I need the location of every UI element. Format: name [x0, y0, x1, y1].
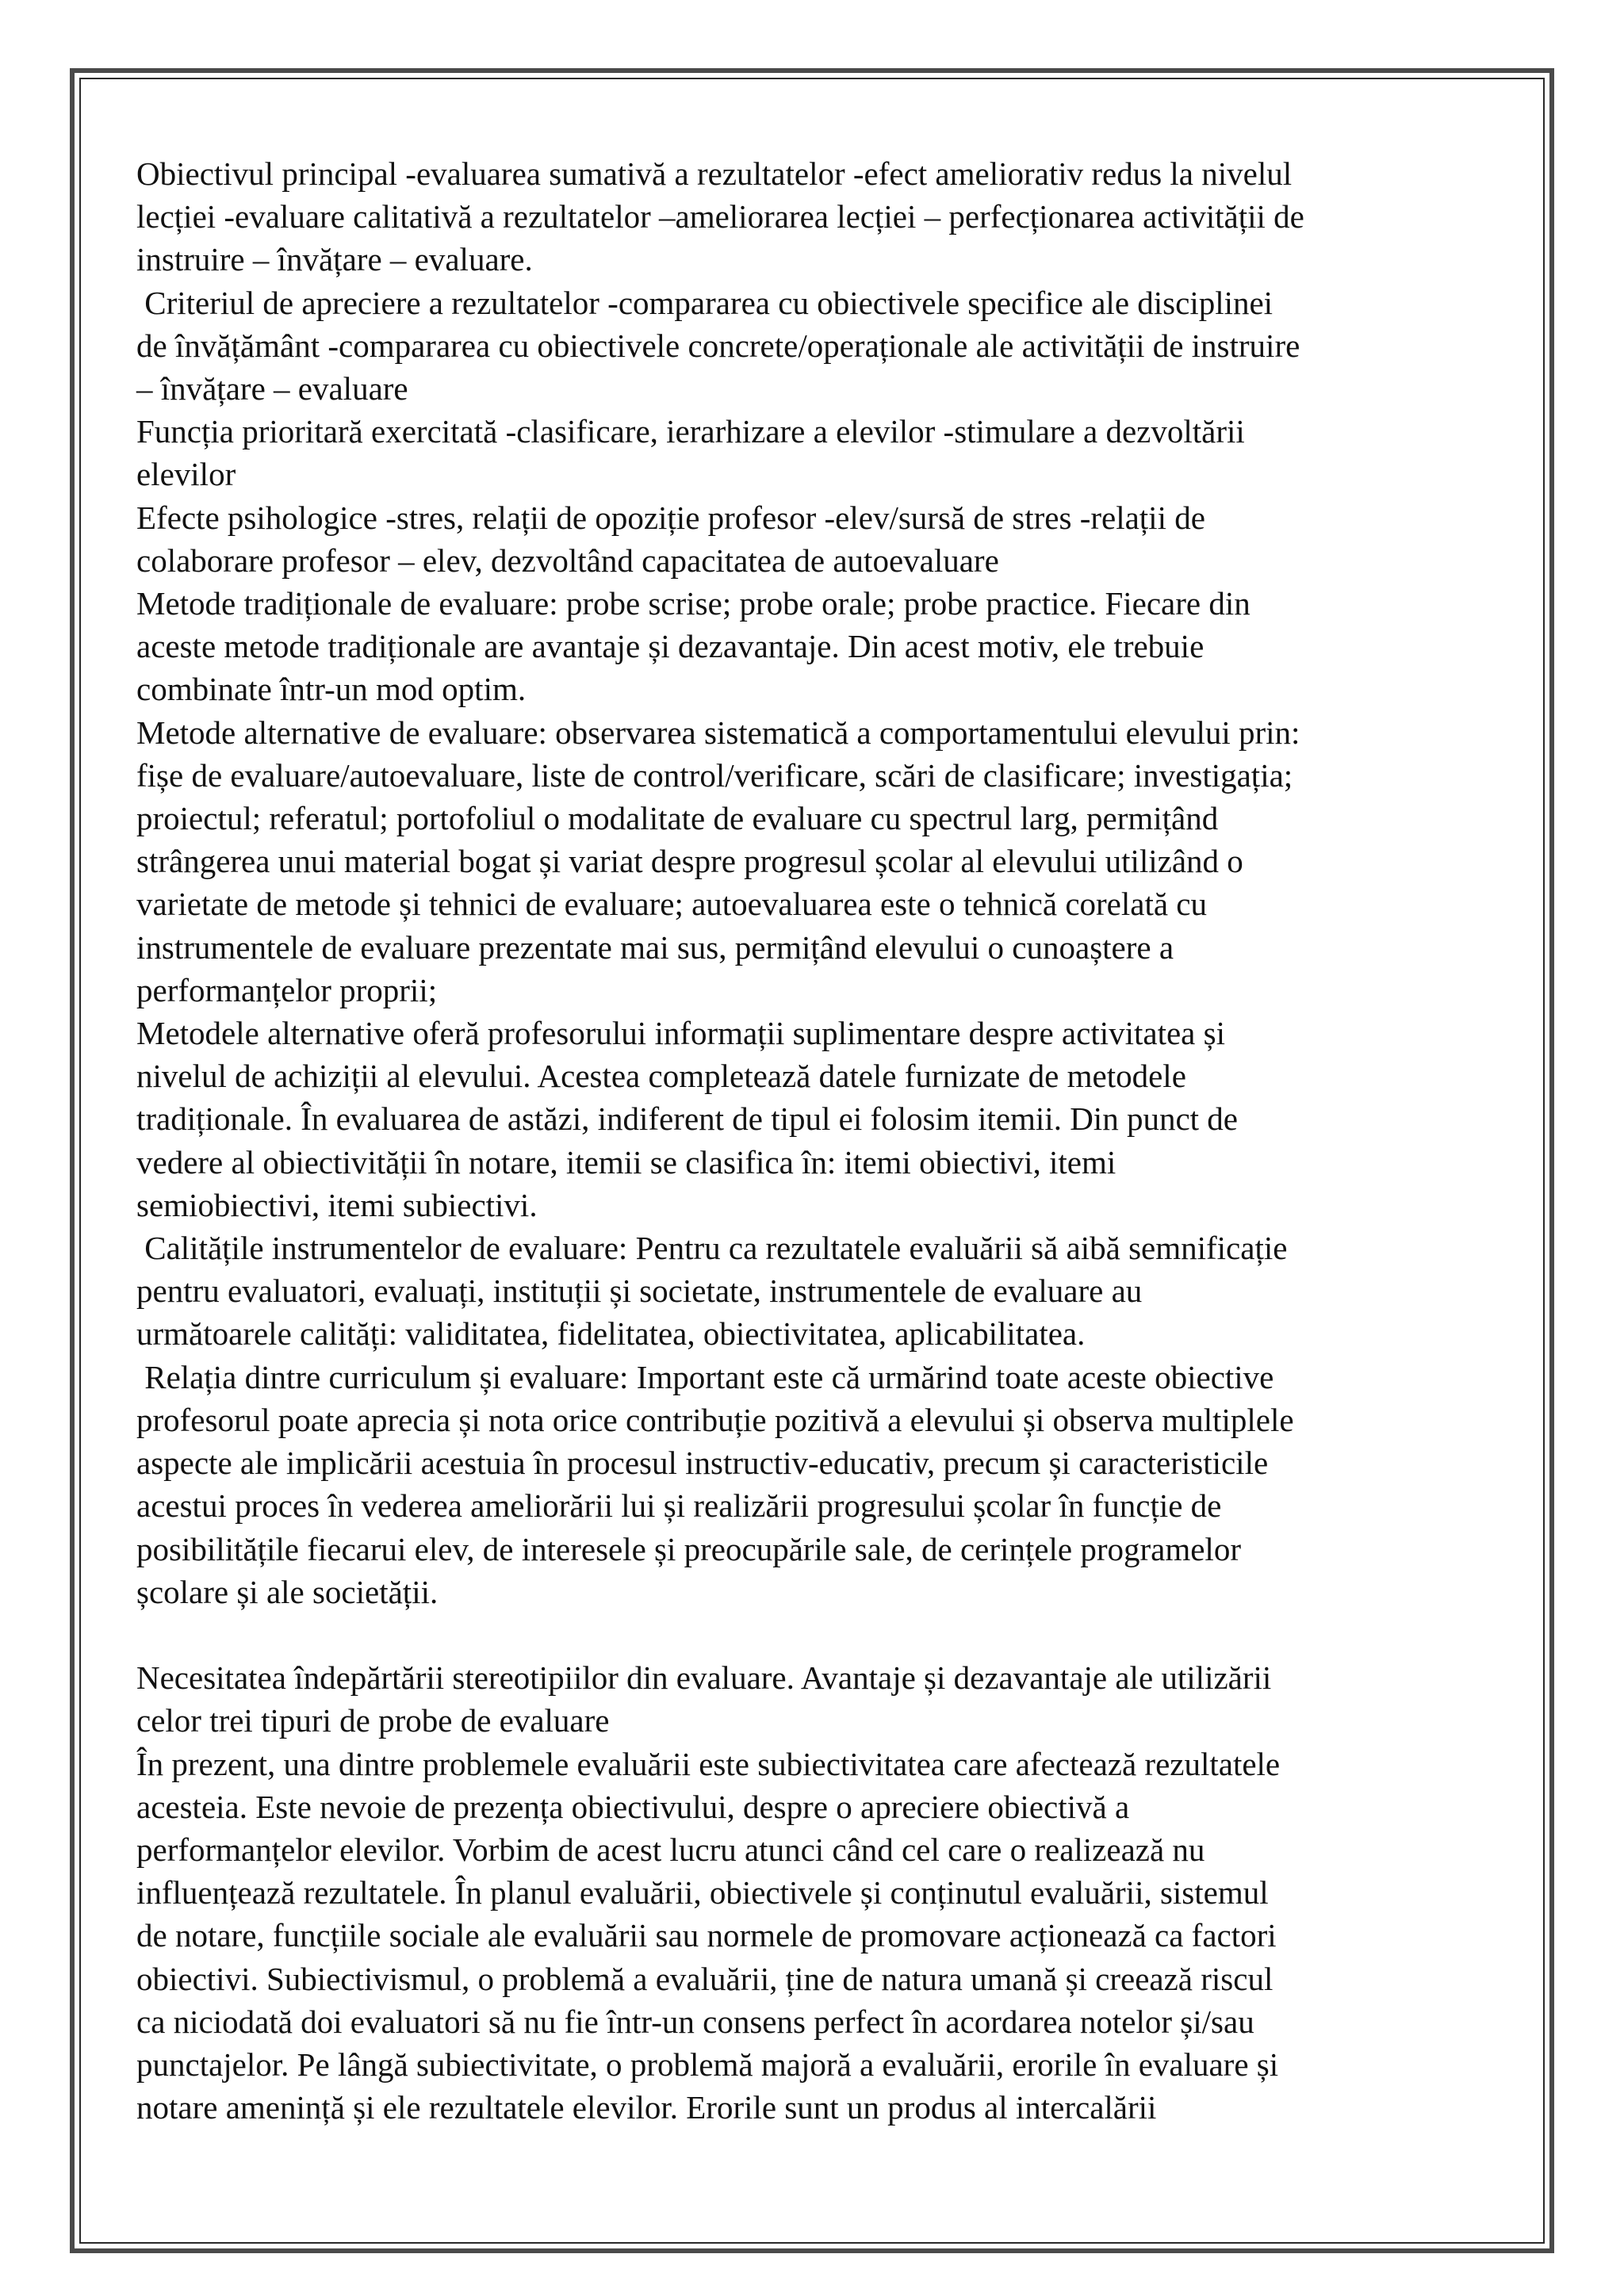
text-line: de notare, funcțiile sociale ale evaluării sau normele de promovare acționează ca factori — [136, 1917, 1277, 1954]
text-line: strângerea unui material bogat și variat despre progresul școlar al elevului utilizând o — [136, 843, 1243, 880]
blank-line — [136, 1613, 1516, 1656]
text-line: instruire – învățare – evaluare. — [136, 241, 533, 278]
text-line: proiectul; referatul; portofoliul o modalitate de evaluare cu spectrul larg, permițând — [136, 800, 1219, 837]
text-line: varietate de metode și tehnici de evaluare; autoevaluarea este o tehnică corelată cu — [136, 886, 1207, 923]
text-line: – învățare – evaluare — [136, 370, 408, 408]
text-line: performanțelor elevilor. Vorbim de acest lucru atunci când cel care o realizează nu — [136, 1831, 1205, 1868]
text-line: performanțelor proprii; — [136, 971, 438, 1008]
text-line: aceste metode tradiționale are avantaje și dezavantaje. Din acest motiv, ele trebuie — [136, 628, 1205, 665]
text-line: obiectivi. Subiectivismul, o problemă a evaluării, ține de natura umană și creează riscul — [136, 1960, 1274, 1997]
text-line: fișe de evaluare/autoevaluare, liste de control/verificare, scări de clasificare; investigația; — [136, 756, 1293, 794]
text-line: elevilor — [136, 456, 236, 493]
text-line: Metode alternative de evaluare: observarea sistematică a comportamentului elevului prin: — [136, 714, 1300, 751]
text-line: aspecte ale implicării acestuia în procesul instructiv-educativ, precum și caracteristicile — [136, 1445, 1269, 1482]
text-line: Criteriul de apreciere a rezultatelor -compararea cu obiectivele specifice ale disciplinei — [136, 284, 1274, 321]
text-line: Necesitatea îndepărtării stereotipiilor din evaluare. Avantaje și dezavantaje ale utilizării — [136, 1659, 1272, 1697]
text-line: Metode tradiționale de evaluare: probe scrise; probe orale; probe practice. Fiecare din — [136, 585, 1251, 622]
text-line: nivelul de achiziții al elevului. Acestea completează datele furnizate de metodele — [136, 1058, 1186, 1095]
text-line: școlare și ale societății. — [136, 1573, 439, 1610]
text-line: acesteia. Este nevoie de prezența obiectivului, despre o apreciere obiectivă a — [136, 1788, 1130, 1825]
text-line: pentru evaluatori, evaluați, instituții și societate, instrumentele de evaluare au — [136, 1272, 1143, 1310]
text-line: vedere al obiectivității în notare, itemii se clasifica în: itemi obiectivi, itemi — [136, 1143, 1116, 1181]
text-line: Obiectivul principal -evaluarea sumativă a rezultatelor -efect ameliorativ redus la nivelul — [136, 155, 1293, 192]
text-line: Funcția prioritară exercitată -clasificare, ierarhizare a elevilor -stimulare a dezvoltării — [136, 413, 1245, 450]
text-line: următoarele calități: validitatea, fidelitatea, obiectivitatea, aplicabilitatea. — [136, 1315, 1086, 1353]
text-line: semiobiectivi, itemi subiectivi. — [136, 1186, 538, 1223]
text-line: combinate într-un mod optim. — [136, 671, 527, 708]
text-line: Calitățile instrumentelor de evaluare: Pentru ca rezultatele evaluării să aibă semnificație — [136, 1230, 1288, 1267]
document-body — [136, 152, 1516, 2129]
text-line: Efecte psihologice -stres, relații de opoziție profesor -elev/sursă de stres -relații de — [136, 499, 1205, 536]
text-line: punctajelor. Pe lângă subiectivitate, o problemă majoră a evaluării, erorile în evaluare și — [136, 2045, 1279, 2083]
text-line: colaborare profesor – elev, dezvoltând capacitatea de autoevaluare — [136, 541, 999, 579]
text-line: instrumentele de evaluare prezentate mai sus, permițând elevului o cunoaștere a — [136, 928, 1174, 966]
text-line: Metodele alternative oferă profesorului informații suplimentare despre activitatea și — [136, 1015, 1225, 1052]
text-line: tradiționale. În evaluarea de astăzi, indiferent de tipul ei folosim itemii. Din punct de — [136, 1100, 1238, 1138]
text-line: notare amenință și ele rezultatele elevilor. Erorile sunt un produs al intercalării — [136, 2089, 1157, 2126]
text-line: acestui proces în vederea ameliorării lui și realizării progresului școlar în funcție de — [136, 1487, 1222, 1525]
text-line: profesorul poate aprecia și nota orice contribuție pozitivă a elevului și observa multiplele — [136, 1401, 1294, 1438]
text-line: ca niciodată doi evaluatori să nu fie într-un consens perfect în acordarea notelor și/sau — [136, 2003, 1254, 2040]
text-line: Relația dintre curriculum și evaluare: Important este că urmărind toate aceste obiective — [136, 1358, 1274, 1395]
text-line: lecției -evaluare calitativă a rezultatelor –ameliorarea lecției – perfecționarea activității de — [136, 198, 1304, 235]
text-line: În prezent, una dintre problemele evaluării este subiectivitatea care afectează rezultatele — [136, 1745, 1281, 1782]
text-line: influențează rezultatele. În planul evaluării, obiectivele și conținutul evaluării, sistemul — [136, 1874, 1269, 1911]
text-line: posibilitățile fiecarui elev, de interesele și preocupările sale, de cerințele programelor — [136, 1530, 1241, 1567]
text-line: de învățământ -compararea cu obiectivele concrete/operaționale ale activității de instruire — [136, 327, 1300, 364]
text-line: celor trei tipuri de probe de evaluare — [136, 1702, 610, 1739]
